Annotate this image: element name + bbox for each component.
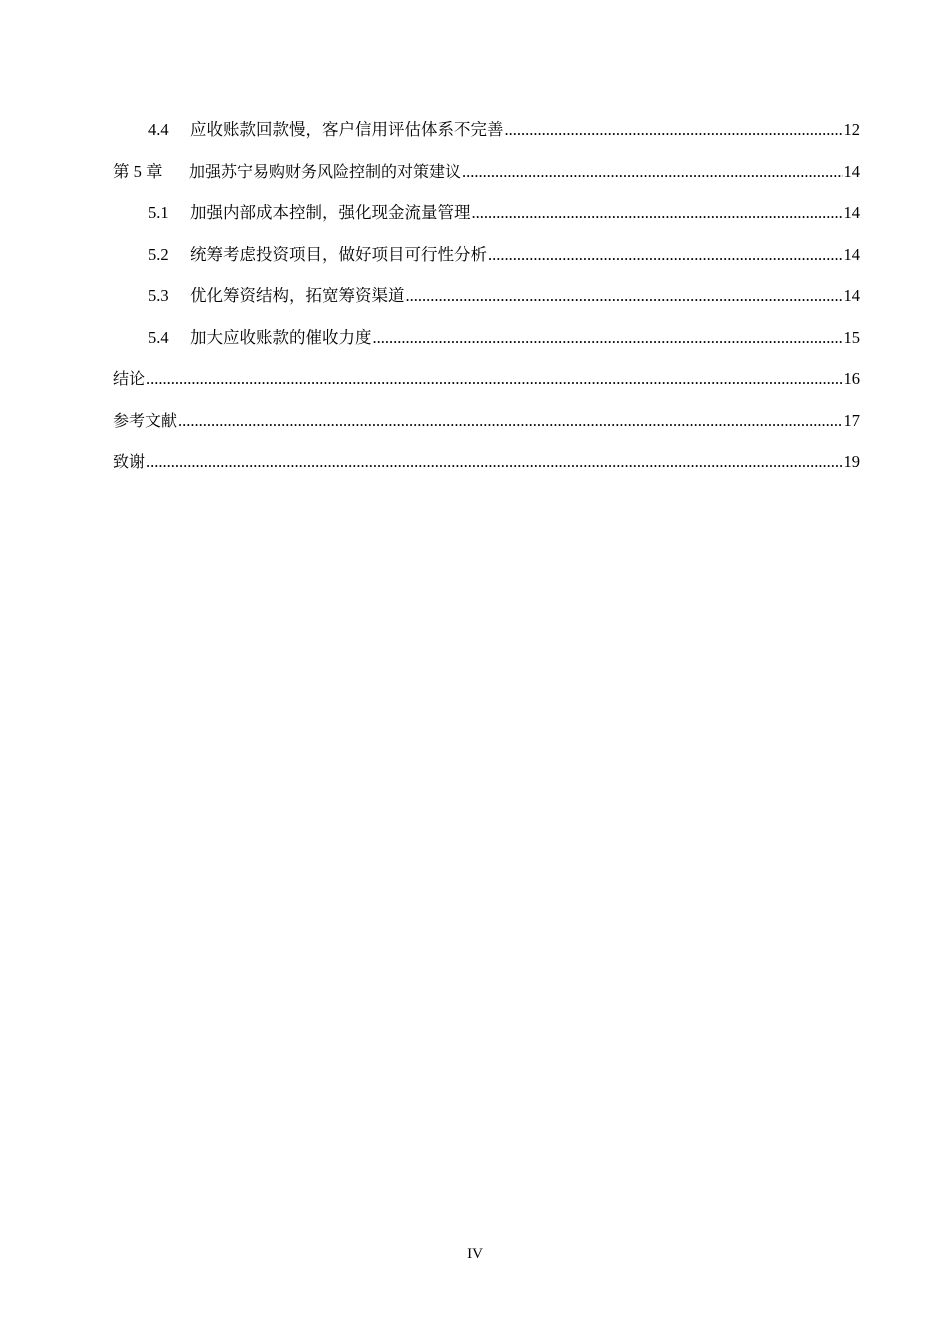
toc-entry-title: 结论 bbox=[113, 369, 146, 388]
toc-entry-conclusion[interactable] bbox=[113, 365, 860, 407]
toc-leader-dots bbox=[146, 448, 842, 476]
toc-entry-number: 4.4 bbox=[148, 120, 169, 139]
toc-leader-dots bbox=[178, 407, 842, 435]
toc-leader-dots bbox=[146, 365, 842, 393]
toc-entry-references[interactable] bbox=[113, 407, 860, 449]
toc-entry-title: 致谢 bbox=[113, 452, 146, 471]
toc-leader-dots bbox=[462, 158, 842, 186]
toc-entry-page: 14 bbox=[843, 203, 860, 222]
page-footer-number: IV bbox=[467, 1246, 483, 1262]
toc-entry-number: 第 5 章 bbox=[113, 161, 163, 181]
toc-leader-dots bbox=[505, 116, 843, 144]
toc-entry-5-3[interactable] bbox=[113, 282, 860, 324]
toc-entry-5-1[interactable] bbox=[113, 199, 860, 241]
toc-entry-chapter-5[interactable] bbox=[113, 158, 860, 200]
toc-entry-4-4[interactable] bbox=[113, 116, 860, 158]
toc-entry-page: 16 bbox=[843, 369, 860, 388]
toc-entry-page: 14 bbox=[843, 161, 860, 181]
toc-entry-title: 统筹考虑投资项目，做好项目可行性分析 bbox=[190, 244, 487, 264]
toc-entry-page: 19 bbox=[843, 452, 860, 471]
toc-entry-number: 5.1 bbox=[148, 203, 169, 222]
toc-leader-dots bbox=[488, 241, 843, 269]
toc-leader-dots bbox=[373, 324, 843, 352]
toc-entry-5-4[interactable] bbox=[113, 324, 860, 366]
toc-entry-number: 5.3 bbox=[148, 286, 169, 305]
table-of-contents bbox=[113, 116, 860, 490]
toc-entry-title: 加强内部成本控制，强化现金流量管理 bbox=[190, 203, 471, 222]
toc-leader-dots bbox=[406, 282, 843, 310]
toc-entry-page: 15 bbox=[843, 327, 860, 347]
toc-entry-acknowledgements[interactable] bbox=[113, 448, 860, 490]
toc-entry-page: 14 bbox=[843, 286, 860, 305]
toc-entry-number: 5.2 bbox=[148, 244, 169, 264]
toc-entry-title: 参考文献 bbox=[113, 410, 178, 430]
toc-entry-page: 12 bbox=[843, 120, 860, 139]
toc-entry-title: 应收账款回款慢，客户信用评估体系不完善 bbox=[190, 120, 504, 139]
toc-entry-title: 加大应收账款的催收力度 bbox=[190, 327, 372, 347]
toc-entry-page: 14 bbox=[843, 244, 860, 264]
toc-entry-page: 17 bbox=[843, 410, 860, 430]
toc-leader-dots bbox=[472, 199, 843, 227]
toc-entry-5-2[interactable] bbox=[113, 241, 860, 283]
toc-entry-title: 加强苏宁易购财务风险控制的对策建议 bbox=[189, 161, 462, 181]
toc-entry-number: 5.4 bbox=[148, 327, 169, 347]
toc-entry-title: 优化筹资结构，拓宽筹资渠道 bbox=[190, 286, 405, 305]
